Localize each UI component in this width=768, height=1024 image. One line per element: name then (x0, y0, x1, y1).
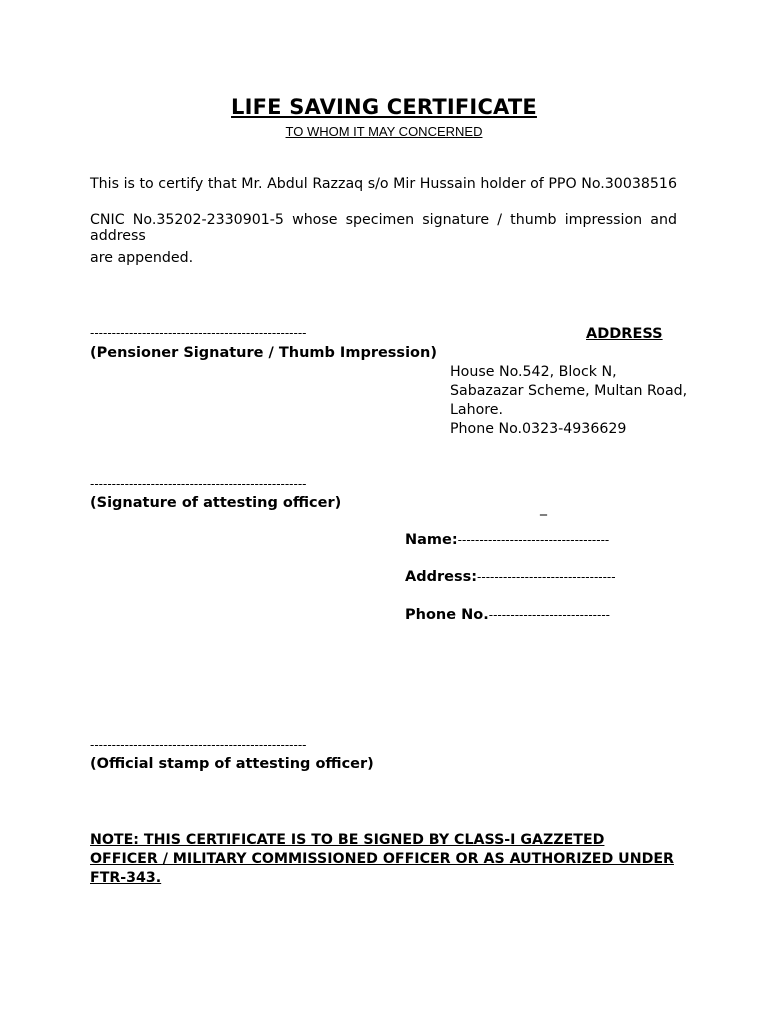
officer-address-field (405, 569, 616, 585)
official-stamp-line: -------------------------------------------------- (90, 738, 307, 752)
certificate-title: LIFE SAVING CERTIFICATE (231, 95, 537, 119)
officer-name-label: Name: (405, 532, 458, 548)
pensioner-signature-label: (Pensioner Signature / Thumb Impression) (90, 345, 437, 361)
officer-name-field (405, 532, 609, 548)
pensioner-signature-line: -------------------------------------------------- (90, 326, 307, 340)
certificate-subtitle: TO WHOM IT MAY CONCERNED (285, 124, 483, 139)
address-line-2: Sabazazar Scheme, Multan Road, (450, 383, 688, 399)
attesting-signature-line: -------------------------------------------------- (90, 477, 307, 491)
address-line-1: House No.542, Block N, (450, 364, 617, 380)
attesting-signature-label: (Signature of attesting officer) (90, 495, 342, 511)
note-line-3: FTR-343. (90, 870, 162, 886)
officer-phone-field (405, 607, 610, 623)
underscore-mark: _ (540, 500, 547, 516)
address-line-3: Lahore. (450, 402, 504, 418)
certify-paragraph-line-3: are appended. (90, 250, 194, 266)
note-line-2: OFFICER / MILITARY COMMISSIONED OFFICER OR AS AUTHORIZED UNDER (90, 851, 674, 867)
certify-paragraph-line-2: CNIC No.35202-2330901-5 whose specimen signature / thumb impression and address (90, 212, 677, 244)
officer-name-blank: ----------------------------------- (457, 533, 610, 547)
address-phone: Phone No.0323-4936629 (450, 421, 627, 437)
officer-address-blank: -------------------------------- (477, 570, 616, 584)
certify-paragraph-line-1: This is to certify that Mr. Abdul Razzaq s/o Mir Hussain holder of PPO No.30038516 (90, 176, 677, 192)
officer-phone-label: Phone No. (405, 607, 489, 623)
officer-address-label: Address: (405, 569, 478, 585)
note-line-1: NOTE: THIS CERTIFICATE IS TO BE SIGNED BY CLASS-I GAZZETED (90, 832, 605, 848)
official-stamp-label: (Official stamp of attesting officer) (90, 756, 374, 772)
officer-phone-blank: ---------------------------- (488, 608, 610, 622)
address-heading: ADDRESS (586, 326, 663, 342)
certificate-note (90, 831, 690, 888)
